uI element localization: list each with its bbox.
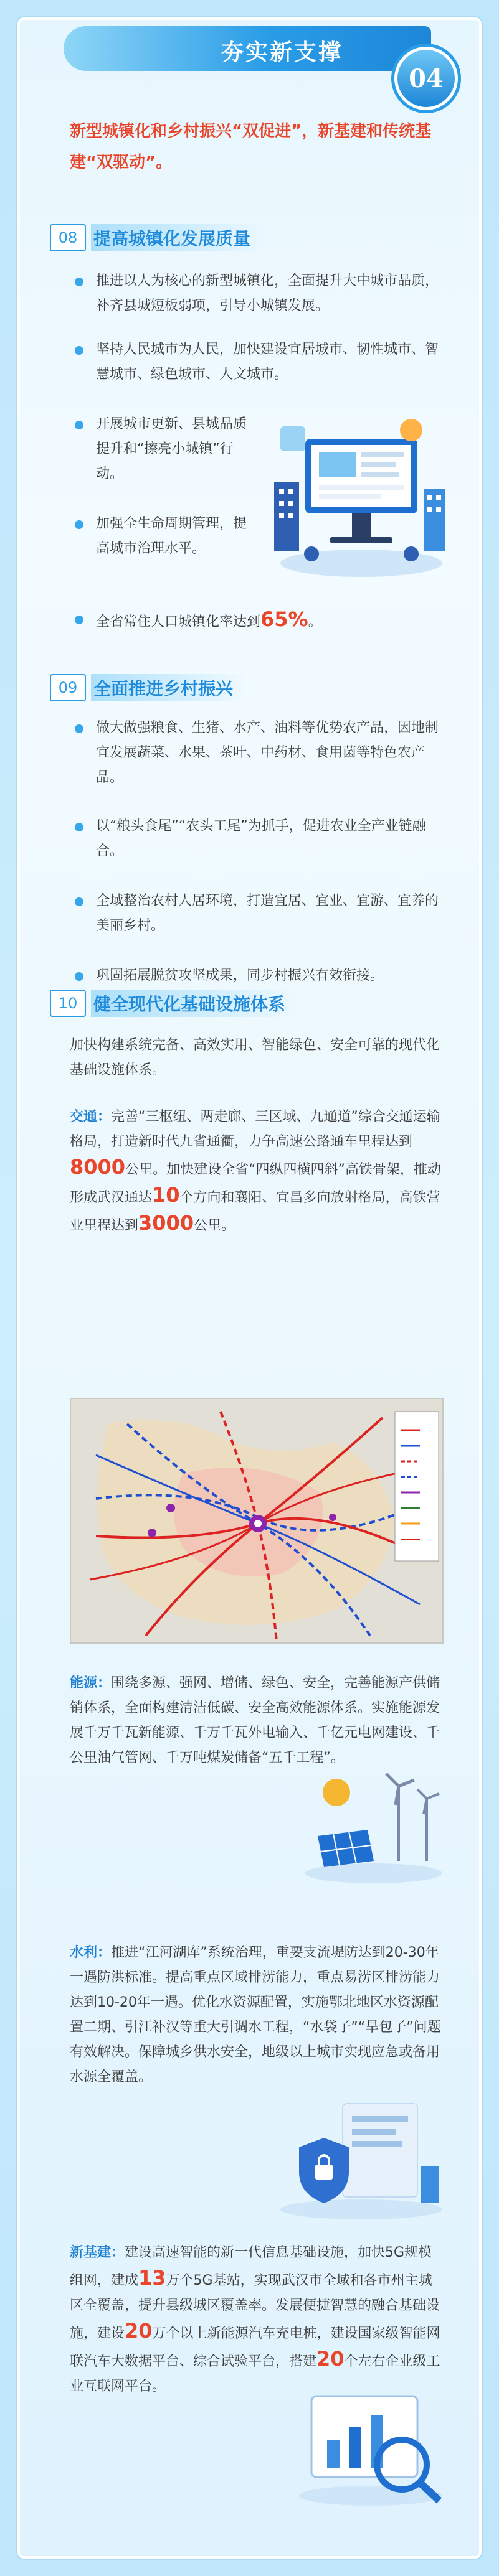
newinfra-text-3: 万个以上新能源汽车充电桩，建设国家级智能网联汽车大数据平台、综合试验平台，搭建 (70, 2326, 440, 2369)
newinfra-paragraph (70, 2241, 444, 2399)
energy-illustration (299, 1761, 449, 1886)
urbanization-rate: 65% (260, 607, 308, 631)
section-08-list (70, 269, 447, 319)
infra-lead: 加快构建系统完备、高效实用、智能绿色、安全可靠的现代化基础设施体系。 (70, 1037, 440, 1078)
list-item (70, 607, 447, 635)
energy-label: 能源： (70, 1675, 112, 1691)
rate-prefix: 全省常住人口城镇化率达到 (96, 614, 261, 630)
section-08-header (50, 224, 265, 251)
transport-text-3: 个方向和襄阳、宜昌多向放射格局，高铁营业里程达到 (70, 1190, 440, 1234)
rate-suffix: 。 (308, 614, 322, 630)
section-10-header (50, 990, 300, 1017)
transport-label: 交通： (70, 1109, 112, 1125)
list-item: 巩固拓展脱贫攻坚成果，同步村振兴有效衔接。 (70, 963, 447, 988)
section-09-number: 09 (50, 674, 86, 701)
section-09-list-3 (70, 889, 447, 939)
transport-paragraph (70, 1105, 444, 1239)
section-08-list-2 (70, 337, 447, 387)
section-badge-number: 04 (397, 50, 455, 107)
list-item: 全域整治农村人居环境，打造宜居、宜业、宜游、宜养的美丽乡村。 (70, 889, 447, 939)
section-09-list-2 (70, 814, 447, 864)
transport-text-4: 公里。 (194, 1218, 235, 1234)
transport-map (70, 1398, 444, 1644)
section-08-title: 提高城镇化发展质量 (91, 224, 265, 251)
list-item: 推进以人为核心的新型城镇化，全面提升大中城市品质，补齐县城短板弱项，引导小城镇发展。 (70, 269, 447, 319)
directions-count: 10 (152, 1183, 180, 1207)
railway-km: 3000 (138, 1211, 194, 1235)
intro-text: 新型城镇化和乡村振兴“双促进”，新基建和传统基建“双驱动”。 (70, 122, 432, 172)
data-illustration (293, 2377, 449, 2508)
section-09-list (70, 716, 447, 790)
page-title: 夯实新支撑 (221, 40, 343, 65)
newinfra-text-2: 万个5G基站，实现武汉市全域和各市州主城区全覆盖，提升县级城区覆盖率。发展便捷智慧的融合基础设施，建设 (70, 2273, 440, 2341)
section-08-list-3 (70, 412, 257, 487)
section-08-number: 08 (50, 224, 86, 251)
list-item: 做大做强粮食、生猪、水产、油料等优势农产品，因地制宜发展蔬菜、水果、茶叶、中药材、食用菌等特色农产品。 (70, 716, 447, 790)
water-text: 推进“江河湖库”系统治理，重要支流堤防达到20-30年一遇防洪标准。提高重点区域排涝能力，重点易涝区排涝能力达到10-20年一遇。优化水资源配置，实施鄂北地区水资源配置二期、引江补汉等重大引调水工程，“水袋子”“旱包子”问题有效解决。保障城乡供水安全，地级以上城市实现应急或备用水源全覆盖。 (70, 1945, 441, 2085)
highway-km: 8000 (70, 1155, 126, 1179)
section-10-title: 健全现代化基础设施体系 (91, 990, 300, 1017)
section-08-list-4 (70, 512, 257, 561)
water-paragraph (70, 1941, 444, 2090)
transport-text-1: 完善“三枢纽、两走廊、三区域、九通道”综合交通运输格局，打造新时代九省通衢，力争高速公路通车里程达到 (70, 1109, 440, 1150)
section-09-title: 全面推进乡村振兴 (91, 674, 248, 701)
list-item: 加强全生命周期管理，提高城市治理水平。 (70, 512, 257, 561)
list-item: 开展城市更新、县城品质提升和“擦亮小城镇”行动。 (70, 412, 257, 487)
transport-map-graphic (71, 1399, 444, 1644)
newinfra-text-4: 个左右企业级工业互联网平台。 (70, 2354, 440, 2394)
section-10-number: 10 (50, 990, 86, 1017)
section-09-header (50, 674, 248, 701)
energy-paragraph (70, 1671, 444, 1771)
list-item: 坚持人民城市为人民，加快建设宜居城市、韧性城市、智慧城市、绿色城市、人文城市。 (70, 337, 447, 387)
industrial-platforms: 20 (316, 2347, 345, 2371)
water-illustration (274, 2091, 449, 2222)
water-label: 水利： (70, 1945, 112, 1960)
charging-piles: 20 (125, 2319, 153, 2343)
list-item: 以“粮头食尾”“农头工尾”为抓手，促进农业全产业链融合。 (70, 814, 447, 864)
section-badge (391, 44, 461, 113)
transport-text-2: 公里。加快建设全省“四纵四横四斜”高铁骨架，推动形成武汉通达 (70, 1162, 441, 1206)
newinfra-label: 新基建： (70, 2245, 125, 2260)
energy-text: 围绕多源、强网、增储、绿色、安全，完善能源产供储销体系，全面构建清洁低碳、安全高效能源体系。实施能源发展千万千瓦新能源、千万千瓦外电输入、千亿元电网建设、千公里油气管网、千万吨煤炭储备“五千工程”。 (70, 1675, 440, 1766)
smart-city-illustration (268, 414, 449, 582)
5g-stations: 13 (138, 2266, 166, 2290)
section-08-list-5 (70, 607, 447, 635)
section-09-list-4 (70, 963, 447, 988)
newinfra-text-1: 建设高速智能的新一代信息基础设施，加快5G规模组网，建成 (70, 2245, 432, 2288)
